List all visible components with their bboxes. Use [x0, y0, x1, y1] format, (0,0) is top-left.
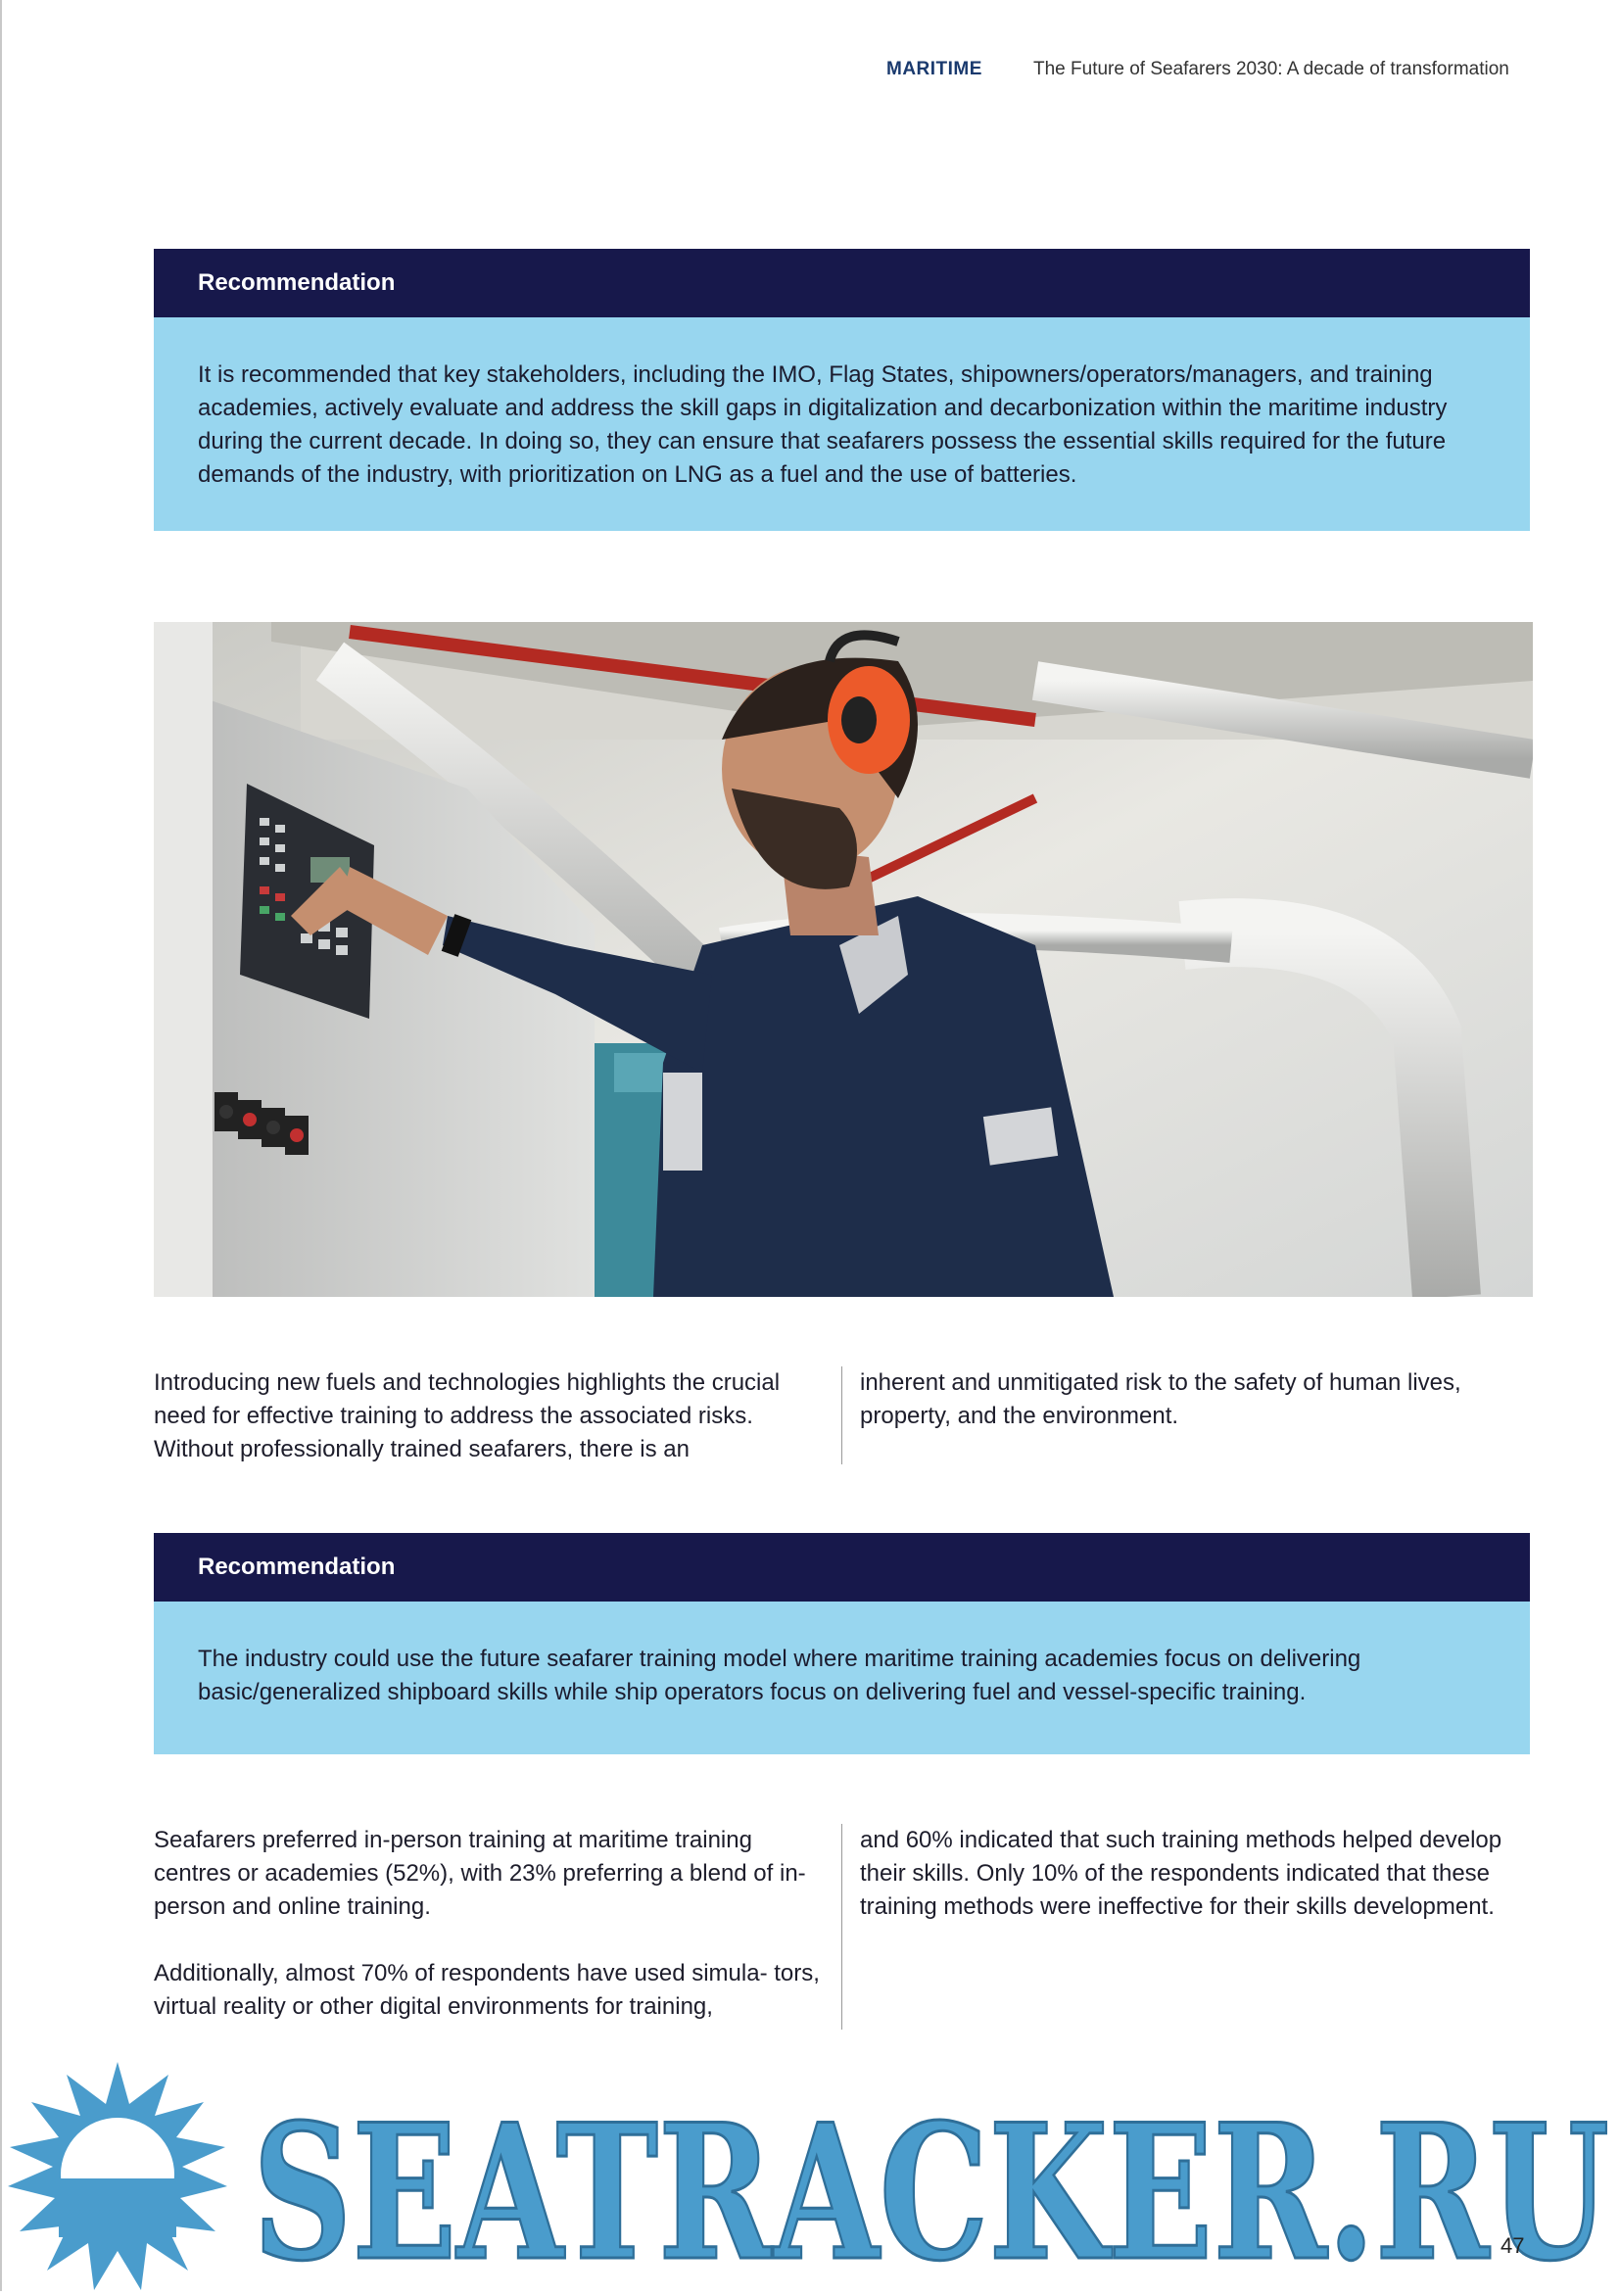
body-text-left-2 [154, 1824, 830, 2024]
watermark-text: SEATRACKER.RU [253, 2083, 1609, 2291]
column-divider [841, 1824, 842, 2030]
page-number: 47 [1501, 2233, 1525, 2258]
sun-logo-icon [8, 2062, 227, 2290]
recommendation-heading: Recommendation [154, 1533, 1530, 1602]
column-divider [841, 1366, 842, 1464]
watermark [0, 2057, 1620, 2291]
body-text-right-1: inherent and unmitigated risk to the safety of human lives, property, and the environment. [860, 1369, 1461, 1429]
recommendation-box-2 [154, 1533, 1530, 1754]
body-text-left-1: Introducing new fuels and technologies highlights the crucial need for effective training to address the associated risks. Without professionally trained seafarers, there is an [154, 1369, 781, 1462]
recommendation-box-1 [154, 249, 1530, 531]
engine-room-photo [154, 622, 1533, 1297]
page-left-rule [0, 0, 2, 2291]
header-document-title: The Future of Seafarers 2030: A decade of transformation [1033, 59, 1509, 79]
recommendation-body: The industry could use the future seafarer training model where maritime training academies focus on delivering basic/generalized shipboard skills while ship operators focus on delivering fuel and vessel-specific training. [154, 1602, 1530, 1754]
recommendation-heading: Recommendation [154, 249, 1530, 317]
header-section-label: MARITIME [886, 59, 982, 79]
paragraph: Seafarers preferred in-person training at maritime training centres or academies (52%), with 23% preferring a blend of in-person and online training. [154, 1827, 806, 1920]
paragraph: Additionally, almost 70% of respondents have used simula- tors, virtual reality or other digital environments for training, [154, 1960, 820, 2020]
recommendation-body: It is recommended that key stakeholders, including the IMO, Flag States, shipowners/operators/managers, and training academies, actively evaluate and address the skill gaps in digitalization and decarbonization within the maritime industry during the current decade. In doing so, they can ensure that seafarers possess the essential skills required for the future demands of the industry, with prioritization on LNG as a fuel and the use of batteries. [154, 317, 1530, 531]
body-text-right-2: and 60% indicated that such training methods helped develop their skills. Only 10% of the respondents indicated that these training methods were ineffective for their skills development. [860, 1827, 1502, 1920]
